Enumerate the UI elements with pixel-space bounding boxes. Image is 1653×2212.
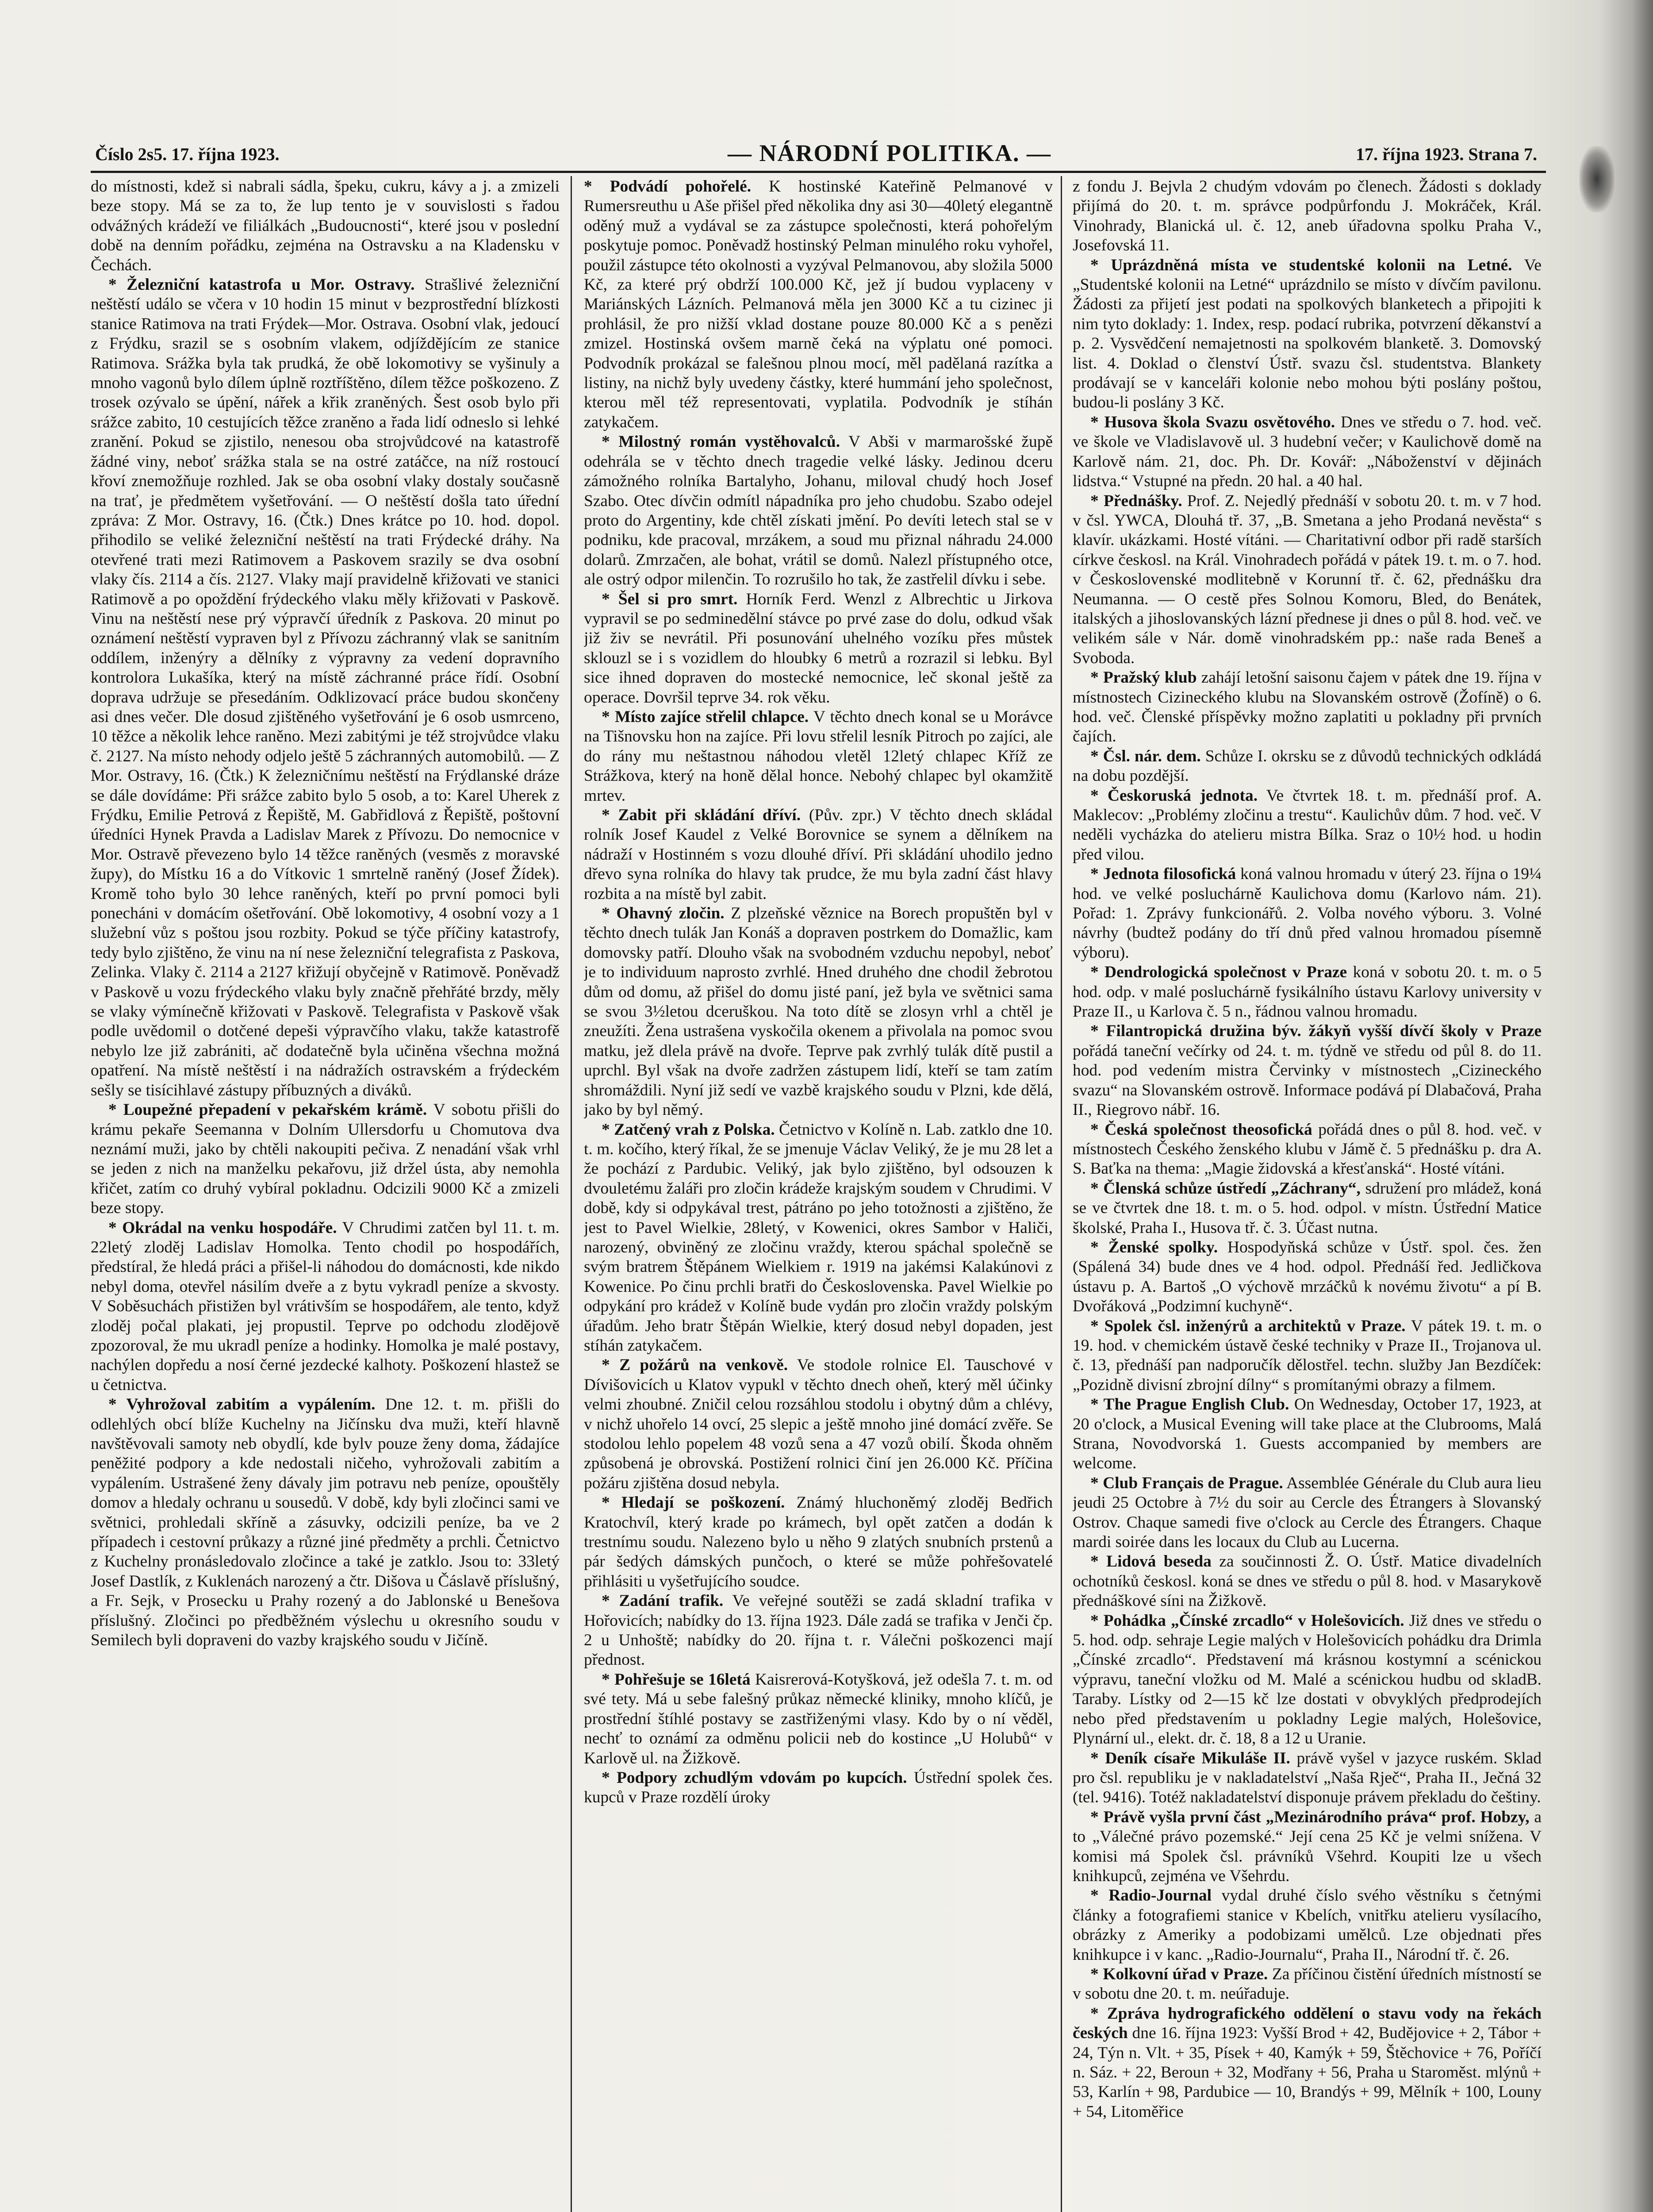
- article-heading: * Z požárů na venkově.: [602, 1356, 788, 1375]
- article-text: do místnosti, kdež si nabrali sádla, špeku, cukru, kávy a j. a zmizeli beze stopy. Má se za to, že lup tento je v souvislosti s řadou odvážných krádeží ve filiálkách „Budoucnosti“, které jsou v poslední době na denním pořádku, zejména na Ostravsku a na Kladensku v Čechách.: [91, 177, 560, 274]
- article-heading: * Právě vyšla první část „Mezinárodního práva“ prof. Hobzy,: [1090, 1808, 1530, 1826]
- article-text: zahájí letošní saisonu čajem v pátek dne 19. října v místnostech Cizineckého klubu na Slovanském ostrově (Žofíně) o 6. hod. več. Členské příspěvky možno zaplatiti u pokladny při prvních čajích.: [1073, 668, 1542, 746]
- article-paragraph: [584, 177, 1053, 432]
- article-heading: * Spolek čsl. inženýrů a architektů v Praze.: [1090, 1317, 1406, 1335]
- article-paragraph: [1073, 1886, 1542, 1965]
- article-text: právě vyšel v jazyce ruském. Sklad pro čsl. republiku je v nakladatelství „Naša Rječ“, Praha II., Ječná 32 (tel. 9416). Totéž nakladatelství disponuje právem překladu do češtiny.: [1073, 1749, 1542, 1807]
- article-paragraph: [584, 1670, 1053, 1768]
- article-text: V Chrudimi zatčen byl 11. t. m. 22letý zloděj Ladislav Homolka. Tento chodil po hospodářích, předstíral, že hledá práci a přišel-li náhodou do domácnosti, kde nikdo nebyl doma, otevřel násilím dveře a z bytu vykradl peníze a skvosty. V Soběsuchách přistižen byl vrátivším se hospodářem, ale tento, když zloděj počal plakati, jej propustil. Teprve po odchodu zlodějově zpozoroval, že mu ukradl peníze a hodinky. Homolka je malé postavy, nachýlen dopředu a nosí černé jezdecké kalhoty. Poškození hlastež se u četnictva.: [91, 1218, 560, 1394]
- article-heading: * Milostný román vystěhovalců.: [602, 433, 840, 451]
- article-heading: * Členská schůze ústředí „Záchrany“,: [1090, 1179, 1361, 1198]
- article-heading: * Zatčený vrah z Polska.: [602, 1120, 775, 1139]
- article-paragraph: [1073, 2004, 1542, 2122]
- article-text: V Abši v marmarošské župě odehrála se v těchto dnech tragedie velké lásky. Jedinou dceru zámožného rolníka Bartalyho, Johanu, miloval chudý hoch Josef Szabo. Otec dívčin odmítl nápadníka pro jeho chudobu. Szabo odejel proto do Argentiny, kde chtěl získati jmění. Po devíti letech stal se v podniku, kde pracoval, mrzákem, a soud mu přiznal náhradu 24.000 dolarů. Zmrzačen, ale bohat, vrátil se domů. Nalezl přístupného otce, ale ostrý odpor milenčin. To rozrušilo ho tak, že zastřelil dívku i sebe.: [584, 433, 1053, 589]
- article-paragraph: [584, 1120, 1053, 1356]
- article-text: K hostinské Kateřině Pelmanové v Rumersreuthu u Aše přišel před několika dny asi 30—40letý elegantně oděný muž a vydával se za zástupce společnosti, která pohořelým poskytuje pomoc. Poněvadž hostinský Pelman minulého roku vyhořel, použil zástupce této okolnosti a vyzýval Pelmanovou, aby složila 5000 Kč, za které prý obdrží 100.000 Kč, jež jí budou vyplaceny v Mariánských Lázních. Pelmanová měla jen 3000 Kč a tu cizinec ji prohlásil, že pro nižší vklad dostane pouze 80.000 Kč a s penězi zmizel. Hostinská ovšem marně čeká na výplatu oné pomoci. Podvodník prokázal se falešnou plnou mocí, měl padělaná razítka a listiny, na nichž byly uvedeny částky, které hummání jeho společnost, kterou měl též representovati, vyplatila. Podvodník je stíhán zatykačem.: [584, 177, 1053, 431]
- article-text: Ve „Studentské kolonii na Letné“ uprázdnilo se místo v dívčím pavilonu. Žádosti za přijetí jest podati na spolkových blanketech a připojiti k nim tyto doklady: 1. Index, resp. podací rubrika, potvrzení děkanství a p. 2. Vysvědčení nemajetnosti na spolkovém blanketě. 3. Domovský list. 4. Doklad o členství Ústř. svazu čsl. studentstva. Blankety prodávají se v kanceláři kolonie nebo mohou býti poslány poštou, budou-li poslány 3 Kč.: [1073, 256, 1542, 412]
- article-text: V pátek 19. t. m. o 19. hod. v chemickém ústavě české techniky v Praze II., Trojanova ul. č. 13, přednáší pan nadporučík dělostřel. techn. služby Jan Bezdíček: „Pozidně divisní zbrojní dílny“ s promítanými obrazy a filmem.: [1073, 1317, 1542, 1394]
- article-heading: * The Prague English Club.: [1090, 1395, 1289, 1414]
- article-heading: * Husova škola Svazu osvětového.: [1090, 413, 1335, 431]
- article-text: pořádá taneční večírky od 24. t. m. týdně ve středu od půl 8. do 11. hod. pod vedením mistra Červinky v místnostech „Cizineckého svazu“ na Slovanském ostrově. Informace podává pí Dlabačová, Praha II., Riegrovo nábř. 16.: [1073, 1041, 1542, 1119]
- article-heading: * Čsl. nár. dem.: [1090, 747, 1201, 765]
- article-paragraph: [1073, 1552, 1542, 1611]
- article-paragraph: [1073, 1474, 1542, 1552]
- article-heading: * Lidová beseda: [1090, 1552, 1212, 1571]
- article-text: Dne 12. t. m. přišli do odlehlých obcí blíže Kuchelny na Jičínsku dva muži, kteří hlavně navštěvovali samoty neb obydlí, kde bylv pouze ženy doma, žádajíce peněžité podpory a kde nedostali ničeho, vyhrožovali zabitím a vypálením. Ustrašené ženy dávaly jim potravu neb peníze, opouštěly domov a hledaly ochranu u sousedů. V době, kdy byli zločinci sami ve světnici, prohledali skříně a zásuvky, odcizili peníze, ba ve 2 případech i cestovní průkazy a různé jiné předměty a prchli. Četnictvo z Kuchelny pronásledovalo zločince a také je zatklo. Jsou to: 33letý Josef Dastlík, z Kuklenách narozený a čtr. Dišova u Čáslavě příslušný, a Fr. Sejk, v Prosecku u Prahy rozený a do Jablonské u Benešova příslušný. Zločinci po předběžném výslechu u okresního soudu v Semilech byli dopraveni do vazby krajského soudu v Jičíně.: [91, 1395, 560, 1650]
- article-heading: * Zpráva hydrografického oddělení o stavu vody na řekách českých: [1073, 2004, 1542, 2043]
- article-heading: * Hledají se poškození.: [602, 1494, 785, 1512]
- article-text: Schůze I. okrsku se z důvodů technických odkládá na dobu pozdější.: [1073, 747, 1542, 785]
- header-rule: [91, 171, 1546, 173]
- page-header: [95, 139, 1537, 170]
- article-text: sdružení pro mládež, koná se ve čtvrtek dne 18. t. m. o 5. hod. odpol. v místn. Ústřední Matice školské, Praha I., Husova tř. č. 3. Účast nutna.: [1073, 1179, 1542, 1237]
- article-text: (Pův. zpr.) V těchto dnech skládal rolník Josef Kaudel z Velké Borovnice se synem a dělníkem na nádraží v Hostinném s vozu dlouhé dříví. Při skládání uhodilo jedno dřevo syna rolníka do hlavy tak prudce, že mu byla zadní část hlavy rozbita a na místě byl zabit.: [584, 806, 1053, 903]
- article-text: Horník Ferd. Wenzl z Albrechtic u Jirkova vypravil se po sedminedělní stávce po prvé zase do dolu, odkud však již živ se nevrátil. Při posunování uhelného vozíku přes můstek sklouzl se i s vozidlem do hloubky 6 metrů a rozrazil si lebku. Byl sice ihned dopraven do mostecké nemocnice, leč skonal ještě za operace. Dovršil teprve 34. rok věku.: [584, 590, 1053, 707]
- article-paragraph: [91, 1100, 560, 1218]
- article-paragraph: [1073, 1022, 1542, 1120]
- issue-number-date: Číslo 2s5. 17. října 1923.: [95, 144, 280, 164]
- article-text: Dnes ve středu o 7. hod. več. ve škole ve Vladislavově ul. 3 hudební večer; v Kaulichově domě na Karlově nám. 21, doc. Ph. Dr. Kovář: „Náboženství v dějinách lidstva.“ Vstupné na předn. 20 hal. a 40 hal.: [1073, 413, 1542, 491]
- article-paragraph: [584, 904, 1053, 1120]
- article-text: On Wednesday, October 17, 1923, at 20 o'clock, a Musical Evening will take place at the Clubrooms, Malá Strana, Novodvorská 1. Guests accompanied by members are welcome.: [1073, 1395, 1542, 1473]
- article-text: pořádá dnes o půl 8. hod. več. v místnostech Českého ženského klubu v Jámě č. 5 přednášku p. dra A. S. Baťka na thema: „Magie židovská a křesťanská“. Hosté vítáni.: [1073, 1120, 1542, 1178]
- article-text: a to „Válečné právo pozemské.“ Její cena 25 Kč je velmi snížena. V komisi má Spolek čsl. právníků Všehrd. Koupiti lze u všech knihkupců, zejména ve Všehrdu.: [1073, 1808, 1542, 1885]
- article-text: koná v sobotu 20. t. m. o 5 hod. odp. v malé posluchárně fysikálního ústavu Karlovy university v Praze II., u Karlova č. 5 n., řádnou valnou hromadu.: [1073, 963, 1542, 1021]
- column-1: [91, 177, 560, 2212]
- article-heading: * Ohavný zločin.: [602, 904, 725, 923]
- article-paragraph: [1073, 256, 1542, 413]
- article-heading: * Místo zajíce střelil chlapce.: [602, 707, 809, 726]
- article-text: Známý hluchoněmý zloděj Bedřich Kratochvíl, který krade po krámech, byl opět zatčen a dodán k trestnímu soudu. Nalezeno bylo u něho 9 zlatých snubních prstenů a pár šedých dámských punčoch, o které se může pohřešovatelé přihlásiti u vyšetřujícího soudce.: [584, 1494, 1053, 1590]
- article-paragraph: [1073, 864, 1542, 963]
- article-paragraph: [584, 1356, 1053, 1493]
- article-text: Ve stodole rolnice El. Tauschové v Dívišovicích u Klatov vypukl v těchto dnech oheň, který měl účinky velmi zhoubné. Zničil celou rozsáhlou stodolu i obytný dům a chlévy, v nichž uhořelo 14 ovcí, 25 slepic a ještě mnoho jiné domácí zvěře. Se stodolou lehlo popelem 48 vozů sena a 47 vozů obilí. Škoda ohněm způsobená je obrovská. Postižení rolnici činí jen 26.000 Kč. Příčina požáru zjištěna dosud nebyla.: [584, 1356, 1053, 1492]
- article-heading: * Uprázdněná místa ve studentské kolonii na Letné.: [1090, 256, 1512, 274]
- article-heading: * Podpory zchudlým vdovám po kupcích.: [602, 1768, 907, 1787]
- article-heading: * Železniční katastrofa u Mor. Ostravy.: [108, 276, 415, 294]
- article-text: Již dnes ve středu o 5. hod. odp. sehraje Legie malých v Holešovicích pohádku dra Drimla „Čínské zrcadlo“. Představení má krásnou kostymní a scénickou výpravu, taneční vložku od M. Malé a scénickou hudbu od skladB. Taraby. Lístky od 2—15 kč lze dostati v obvyklých předprodejích nebo před představením u pokladny Legie malých, Holešovice, Plynární ul., elekt. dr. č. 18, 8 a 12 u Uranie.: [1073, 1611, 1542, 1748]
- article-paragraph: [1073, 1808, 1542, 1886]
- article-text: V těchto dnech konal se u Morávce na Tišnovsku hon na zajíce. Při lovu střelil lesník Pitroch po zajíci, ale do rány mu neštastnou náhodou vletěl 12letý chlapec Kříž ze Strážkova, který na honě dělal honce. Nebohý chlapec byl okamžitě mrtev.: [584, 707, 1053, 805]
- article-paragraph: [1073, 963, 1542, 1022]
- article-paragraph: [1073, 413, 1542, 492]
- article-text: koná valnou hromadu v úterý 23. října o 19¼ hod. ve velké posluchárně Kaulichova domu (Karlovo nám. 21). Pořad: 1. Zprávy funkcionářů. 2. Volba nového výboru. 3. Volné návrhy (budtež podány do tří dnů před valnou hromadou písemně výboru).: [1073, 865, 1542, 962]
- article-text: za součinnosti Ž. O. Ústř. Matice divadelních ochotníků českosl. koná se dnes ve středu o půl 8. hod. v Masarykově přednáškové síni na Žižkově.: [1073, 1552, 1542, 1610]
- article-heading: * Okrádal na venku hospodáře.: [108, 1218, 337, 1237]
- article-paragraph: [91, 177, 560, 275]
- article-text: Ve čtvrtek 18. t. m. přednáší prof. A. Maklecov: „Problémy zločinu a trestu“. Kaulichův dům. 7 hod. več. V neděli vycházka do atelieru mistra Bílka. Sraz o 10½ hod. u hodin před vilou.: [1073, 786, 1542, 864]
- article-paragraph: [91, 275, 560, 1100]
- article-heading: * Českoruská jednota.: [1090, 786, 1258, 805]
- article-heading: * Zadání trafik.: [602, 1592, 724, 1610]
- article-paragraph: [584, 590, 1053, 707]
- article-paragraph: [1073, 1179, 1542, 1238]
- article-text: Assemblée Générale du Club aura lieu jeudi 25 Octobre à 7½ du soir au Cercle des Étrangers à Slovanský Ostrov. Chaque samedi five o'clock au Cercle des Étrangers. Chaque mardi soirée dans les locaux du Club au Lucerna.: [1073, 1474, 1542, 1551]
- article-paragraph: [584, 707, 1053, 806]
- article-heading: * Zabit při skládání dříví.: [602, 806, 801, 824]
- column-3: [1073, 177, 1542, 2212]
- article-paragraph: [1073, 1611, 1542, 1749]
- column-divider: [1061, 176, 1062, 2212]
- article-paragraph: [91, 1218, 560, 1395]
- article-paragraph: [1073, 1317, 1542, 1395]
- article-paragraph: [1073, 1749, 1542, 1808]
- article-paragraph: [1073, 1395, 1542, 1474]
- article-heading: * Radio-Journal: [1090, 1886, 1212, 1905]
- article-paragraph: [1073, 492, 1542, 668]
- page-binding-shadow: [1600, 0, 1653, 2212]
- article-heading: * Loupežné přepadení v pekařském krámě.: [108, 1101, 427, 1119]
- column-divider: [571, 176, 572, 2212]
- article-heading: * Club Français de Prague.: [1090, 1474, 1283, 1492]
- page-date-number: 17. října 1923. Strana 7.: [1356, 144, 1537, 164]
- article-paragraph: [1073, 668, 1542, 747]
- article-text: Ve veřejné soutěži se zadá skladní trafika v Hořovicích; nabídky do 13. října 1923. Dále zadá se trafika v Jenči čp. 2 u Unhoště; nabídky do 20. října t. r. Válečni poškozenci mají přednost.: [584, 1592, 1053, 1669]
- article-heading: * Šel si pro smrt.: [602, 590, 738, 608]
- masthead-title: — NÁRODNÍ POLITIKA. —: [728, 140, 1052, 166]
- article-paragraph: [91, 1395, 560, 1650]
- article-heading: * Přednášky.: [1090, 492, 1182, 510]
- article-heading: * Pohádka „Čínské zrcadlo“ v Holešovicích.: [1090, 1611, 1404, 1630]
- article-paragraph: [584, 432, 1053, 589]
- article-text: Ústřední spolek čes. kupců v Praze rozdělí úroky: [584, 1768, 1053, 1807]
- article-heading: * Pražský klub: [1090, 668, 1197, 687]
- article-paragraph: [584, 1768, 1053, 1808]
- article-text: Četnictvo v Kolíně n. Lab. zatklo dne 10. t. m. kočího, který říkal, že se jmenuje Václav Veliký, že je mu 28 let a že pochází z Pardubic. Veliký, jak bylo zjištěno, byl odsouzen k dvouletému žaláři pro zločin krádeže krajským soudem v Chrudimi. V době, kdy si odpykával trest, pátráno po jeho totožnosti a zjištěno, že jest to Pavel Wielkie, 28letý, v Kowenici, okres Sambor v Haliči, narozený, obviněný ze zločinu vraždy, kterou spáchal společně se svým bratrem Štěpánem Wielkiem r. 1919 na jakémsi Kalakúnovi z Kowenice. Po činu prchli bratři do Československa. Pavel Wielkie po odpykání pro krádež v Kolíně bude vydán pro zločin vraždy polským úřadům. Jeho bratr Štěpán Wielkie, který dosud nebyl dopaden, jest stíhán zatykačem.: [584, 1120, 1053, 1355]
- article-text: Kaisrerová-Kotyšková, jež odešla 7. t. m. od své tety. Má u sebe falešný průkaz německé kliniky, mnoho klíčů, je prostřední štíhlé postavy se zastřiženými vlasy. Kdo by o ní věděl, nechť to oznámí za odměnu policii neb do kostince „U Holubů“ v Karlově ul. na Žižkově.: [584, 1670, 1053, 1767]
- article-paragraph: [584, 1493, 1053, 1591]
- article-heading: * Jednota filosofická: [1090, 865, 1236, 883]
- article-paragraph: [1073, 747, 1542, 786]
- article-heading: * Podvádí pohořelé.: [584, 177, 752, 196]
- article-paragraph: [1073, 1238, 1542, 1317]
- article-text: Prof. Z. Nejedlý přednáší v sobotu 20. t. m. v 7 hod. v čsl. YWCA, Dlouhá tř. 37, „B. Smetana a jeho Prodaná nevěsta“ s klavír. ukázkami. Hosté vítáni. — Charitativní odbor při radě starších církve českosl. na Král. Vinohradech pořádá v pátek 19. t. m. o 7. hod. v Československé modlitebně v Korunní tř. č. 62, přednášku dra Neumanna. — O cestě přes Solnou Komoru, Bled, do Benátek, italských a jihoslovanských lázní přednese ji dnes o půl 8. hod. več. ve velikém sále v Nár. domě vinohradském pp.: naše rada Beneš a Svoboda.: [1073, 492, 1542, 667]
- article-text: Strašlivé železniční neštěstí událo se včera v 10 hodin 15 minut v bezprostřední blízkosti stanice Ratimova na trati Frýdek—Mor. Ostrava. Osobní vlak, jedoucí z Frýdku, srazil se s osobním vlakem, odjíždějícím ze stanice Ratimova. Srážka byla tak prudká, že obě lokomotivy se vyšinuly a mnoho vagonů bylo dílem úplně roztříštěno, dílem těžce poškozeno. Z trosek ozývalo se úpění, nářek a křik zraněných. Šest osob bylo při srážce zabito, 10 cestujících těžce zraněno a řada lidí odneslo si lehké zranění. Pokud se zjistilo, nenesou oba strojvůdcové na katastrofě žádné viny, neboť srážka stala se na ostré zatáčce, na níž rostoucí křoví znemožňuje rozhled. Jak se oba osobní vlaky dostaly současně na trať, je předmětem vyšetřování. — O neštěstí došla tato úřední zpráva: Z Mor. Ostravy, 16. (Čtk.) Dnes krátce po 10. hod. dopol. přihodilo se veliké železniční neštěstí na trati Frýdecké dráhy. Na otevřené trati mezi Ratimovem a Paskovem srazily se dva osobní vlaky čís. 2114 a čís. 2127. Vlaky mají pravidelně křižovati ve stanici Ratimově a po opoždění frýdeckého vlaku měly křižovati v Paskově. Vinu na neštěstí nese prý výpravčí úředník z Paskova. 20 minut po oznámení neštěstí vypraven byl z Přívozu záchranný vlak se sanitním oddílem, inženýry a dělníky z výpravny za vedení dopravního kontrolora Lukašíka, který na místě záchranné práce řídí. Osobní doprava udržuje se přesedáním. Odklizovací práce budou skončeny asi dnes večer. Dle dosud zjištěného vyšetřování je 6 osob usmrceno, 10 těžce a několik lehce raněno. Mezi zabitými je též strojvůdce vlaku č. 2127. Na místo nehody odjelo ještě 5 záchranných automobilů. — Z Mor. Ostravy, 16. (Čtk.) K železničnímu neštěstí na Frýdlanské dráze se dále dovídáme: Při srážce zabito bylo 5 osob, a to: Karel Uherek z Frýdku, Emilie Petrová z Řepiště, M. Gabřidlová z Řepiště, poštovní úředníci Hynek Pravda a Ladislav Marek z Přívozu. Do nemocnice v Mor. Ostravě převezeno bylo 14 těžce raněných (vesměs z moravské župy), do Místku 16 a do Vítkovic 1 smrtelně raněný (Josef Žídek). Kromě toho bylo 30 lehce raněných, kteří po první pomoci byli ponecháni v domácím ošetřování. Obě lokomotivy, 4 osobní vozy a 1 služební vůz s poštou jsou rozbity. Pokud se týče příčiny katastrofy, tedy bylo zjištěno, že vinu na ní nese železniční telegrafista z Paskova, Zelinka. Vlaky č. 2114 a 2127 křižují obyčejně v Ratimově. Poněvadž v Paskově u vozu frýdeckého vlaku byly značně přehřáté brzdy, měly se vlaky výmínečně křižovati v Paskově. Telegrafista v Paskově však podle uvědomil o dotčené depeši výpravčího vlaku, takže katastrofě nebylo lze již zabrániti, ač dodatečně byla učiněna všechna možná opatření. Na místě neštěstí i na nádražích ostravském a frýdeckém sešly se tisícihlavé zástupy příbuzných a diváků.: [91, 276, 560, 1099]
- article-paragraph: [584, 1591, 1053, 1670]
- column-2: [584, 177, 1053, 2212]
- article-paragraph: [1073, 1120, 1542, 1179]
- article-text: vydal druhé číslo svého věstníku s četnými články a fotografiemi stanice v Kbelích, vnitřku atelieru vysílacího, obrázky z Ameriky a podobizami umělců. Lze objednati přes knihkupce i v kanc. „Radio-Journalu“, Praha II., Národní tř. č. 26.: [1073, 1886, 1542, 1964]
- article-paragraph: [584, 806, 1053, 904]
- article-paragraph: [1073, 177, 1542, 256]
- article-paragraph: [1073, 786, 1542, 865]
- article-text: Z plzeňské věznice na Borech propuštěn byl v těchto dnech tulák Jan Konáš a dopraven postrkem do Domažlic, kam domovsky patří. Dlouho však na svobodném vzduchu nepobyl, neboť je to individuum naprosto zvrhlé. Hned druhého dne chodil žebrotou dům od domu, až přišel do domu jisté paní, jež byla ve světnici sama se svou 3½letou dceruškou. Na toto dítě se zlosyn vrhl a chtěl je zneužíti. Žena ustrašena vyskočila okenem a přivolala na pomoc svou matku, jež dlela právě na dvoře. Teprve pak zvrhlý tulák dítě pustil a uprchl. Byl však na dvoře zadržen zástupem lidí, kteří se tam zatím shromáždili. Nyní již sedí ve vazbě krajského soudu v Plzni, kde dělá, jako by byl němý.: [584, 904, 1053, 1119]
- article-heading: * Česká společnost theosofická: [1090, 1120, 1312, 1139]
- article-paragraph: [1073, 1965, 1542, 2004]
- article-heading: * Deník císaře Mikuláše II.: [1090, 1749, 1290, 1767]
- article-heading: * Ženské spolky.: [1090, 1238, 1218, 1256]
- article-text: Hospodyňská schůze v Ústř. spol. čes. žen (Spálená 34) bude dnes ve 4 hod. odpol. Přednáší řed. Jedličkova ústavu p. A. Bartoš „O výchově mrzáčků k novému životu“ a pí B. Dvořáková „Podzimní kuchyně“.: [1073, 1238, 1542, 1316]
- article-text: V sobotu přišli do krámu pekaře Seemanna v Dolním Ullersdorfu u Chomutova dva neznámí muži, jako by chtěli nakoupiti pečiva. Z nenadání však vrhl se jeden z nich na manželku pekařovu, již držel ústa, aby nemohla křičet, zatím co druhý vybíral pokladnu. Odcizili 9000 Kč a zmizeli beze stopy.: [91, 1101, 560, 1217]
- article-text: dne 16. října 1923: Vyšší Brod + 42, Budějovice + 2, Tábor + 24, Týn n. Vlt. + 35, Písek + 40, Kamýk + 59, Štěchovice + 76, Poříčí n. Sáz. + 22, Beroun + 32, Modřany + 56, Praha u Staroměst. mlýnů + 53, Karlín + 98, Pardubice — 10, Brandýs + 99, Mělník + 100, Louny + 54, Litoměřice: [1073, 2024, 1542, 2121]
- article-heading: * Pohřešuje se 16letá: [602, 1670, 751, 1689]
- article-text: Za příčinou čistění úředních místností se v sobotu dne 20. t. m. neúřaduje.: [1073, 1965, 1542, 2003]
- article-text: z fondu J. Bejvla 2 chudým vdovám po členech. Žádosti s doklady přijímá do 20. t. m. správce podpůrfondu J. Mokráček, Král. Vinohrady, Blanická ul. č. 12, aneb úřadovna spolku Praha V., Josefovská 11.: [1073, 177, 1542, 255]
- article-heading: * Vyhrožoval zabitím a vypálením.: [108, 1395, 376, 1414]
- article-heading: * Filantropická družina býv. žákyň vyšší dívčí školy v Praze: [1090, 1022, 1542, 1041]
- article-heading: * Kolkovní úřad v Praze.: [1090, 1965, 1268, 1983]
- article-heading: * Dendrologická společnost v Praze: [1090, 963, 1347, 982]
